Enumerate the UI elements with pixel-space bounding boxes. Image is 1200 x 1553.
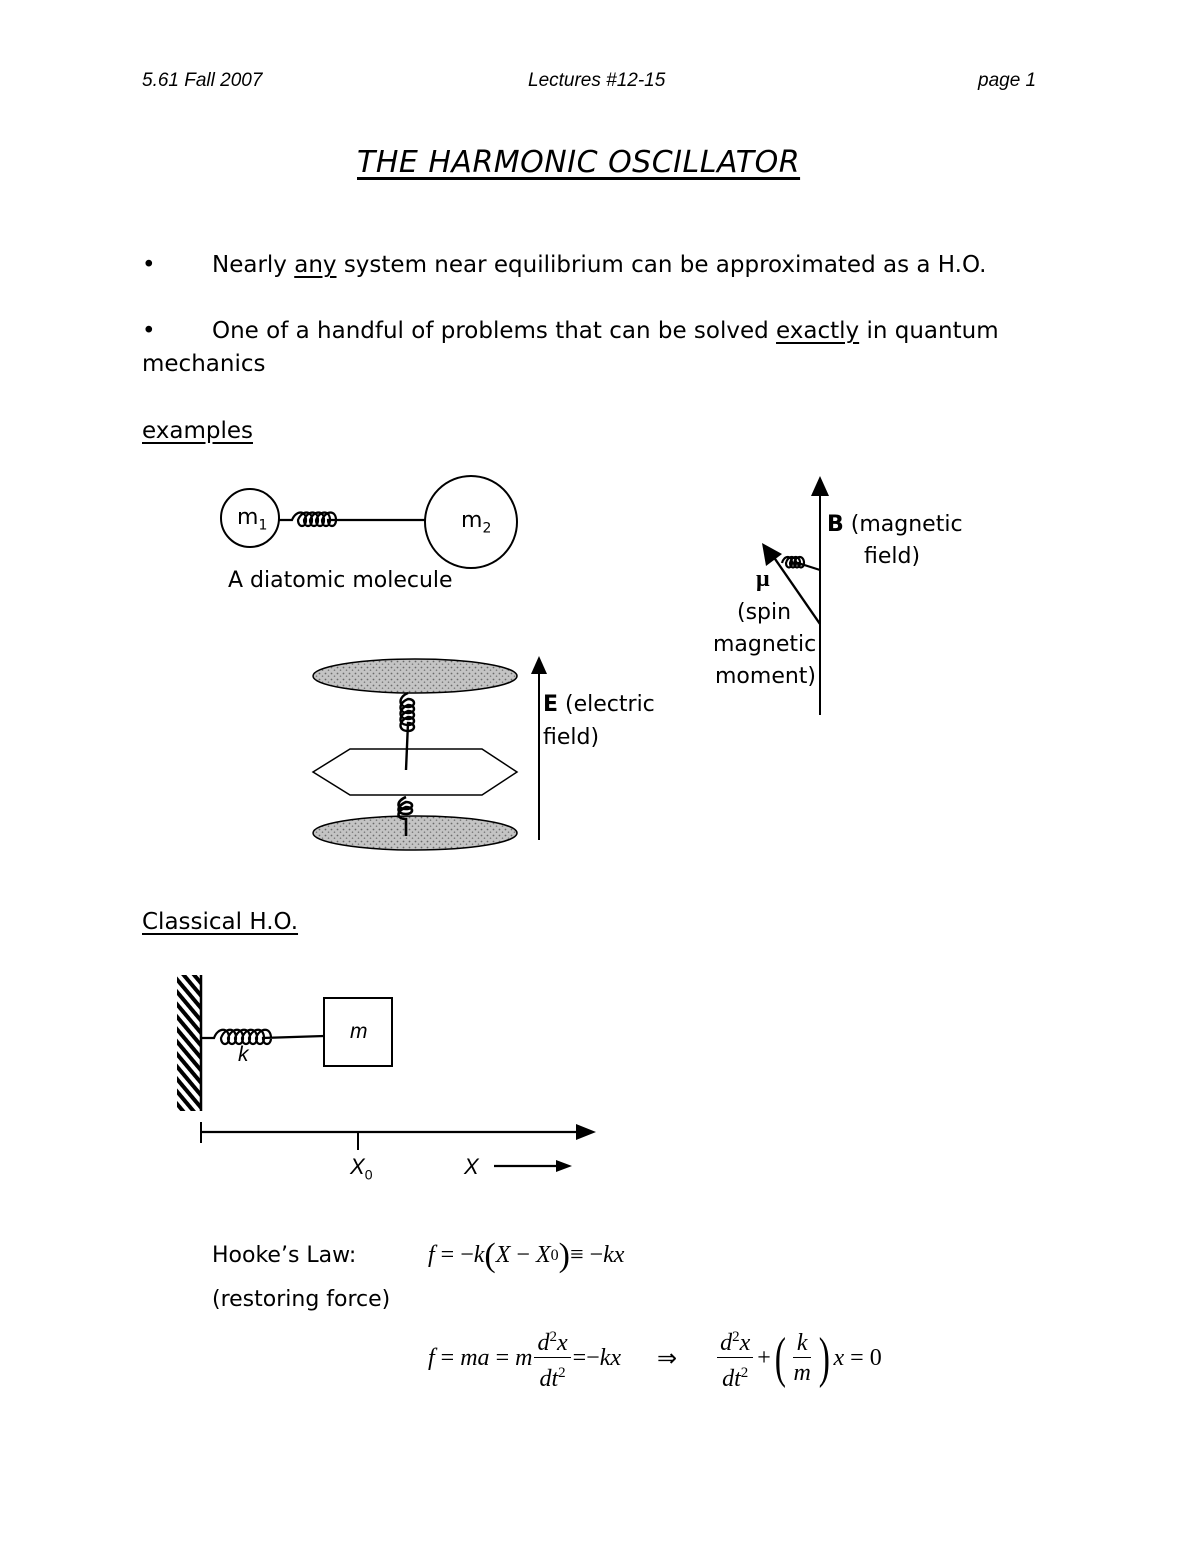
m2-text: $m_2$: [461, 508, 492, 537]
fraction-k-m: k m: [793, 1329, 811, 1386]
top-plate: [313, 659, 517, 693]
magnetic-field-text: (magnetic: [850, 512, 963, 537]
bullet-2-line2: mechanics: [142, 351, 266, 377]
restoring-force-label: (restoring force): [212, 1287, 391, 1312]
x0-subscript: 0: [364, 1166, 373, 1183]
magnetic-field-symbol: B: [827, 512, 844, 537]
electric-field-symbol: E: [543, 692, 559, 717]
classical-oscillator-diagram: [177, 975, 596, 1172]
bullet-1-pre: Nearly: [212, 252, 295, 278]
wall-hatching: [177, 975, 201, 1111]
electric-field-label-2: field): [543, 725, 600, 750]
oscillator-spring: [201, 1030, 324, 1044]
x0-text: X: [350, 1154, 365, 1179]
electric-field-label: [543, 692, 655, 717]
x-direction-arrowhead: [556, 1160, 572, 1172]
bullet-dot-2: •: [142, 318, 156, 344]
classical-heading: Classical H.O.: [142, 909, 299, 935]
electric-field-diagram: [313, 656, 547, 850]
electric-field-text: (electric: [565, 692, 655, 717]
bottom-plate: [313, 816, 517, 850]
electric-field-arrowhead: [531, 656, 547, 674]
magnetic-field-label: [827, 512, 963, 537]
fraction-d2x-dt2-b: $d^2x$ $dt^2$: [717, 1323, 753, 1394]
x-axis-arrowhead: [576, 1124, 596, 1140]
mu-label-2: magnetic: [713, 632, 817, 657]
bullet-1-emph: any: [294, 252, 337, 278]
examples-heading: examples: [142, 418, 253, 444]
hexagon-molecule: [313, 749, 517, 795]
equation-of-motion: f = ma = m $\frac{d^2x}{dt^2}$ = − kx ⇒ $d^2x$ $dt^2$ + ( k m ) x = 0: [428, 1323, 882, 1393]
m1-label: [237, 505, 267, 533]
spin-precession-spring: [782, 557, 820, 570]
bullet-2-emph: exactly: [776, 318, 860, 344]
m1-text: $m_1$: [237, 505, 268, 534]
bullet-1-post: system near equilibrium can be approximated as a H.O.: [336, 252, 987, 278]
mu-symbol: μ: [756, 566, 770, 592]
magnetic-field-label-2: field): [864, 544, 921, 569]
x-label: X: [464, 1154, 479, 1179]
header-lectures: Lectures #12-15: [528, 70, 666, 91]
mu-label-1: (spin: [737, 600, 792, 625]
header-page: page 1: [978, 70, 1037, 91]
magnetic-field-arrowhead: [811, 476, 829, 496]
x0-label: [350, 1154, 372, 1182]
fraction-d2x-dt2: $\frac{d^2x}{dt^2}$: [534, 1323, 570, 1394]
hookes-law-equation: f = − k ( X − X 0 ) ≡ − kx: [428, 1236, 625, 1274]
spring-constant-label: k: [238, 1043, 249, 1066]
molecule-spring: [279, 513, 425, 527]
bullet-2-post: in quantum: [859, 318, 999, 344]
header-course: 5.61 Fall 2007: [142, 70, 263, 91]
page-title: THE HARMONIC OSCILLATOR: [357, 145, 801, 180]
hookes-law-label: Hooke’s Law:: [212, 1243, 357, 1268]
diatomic-caption: A diatomic molecule: [228, 568, 453, 593]
bullet-2-pre: One of a handful of problems that can be solved: [212, 318, 777, 344]
spin-moment-arrowhead: [762, 543, 782, 566]
mass-label: m: [350, 1020, 368, 1043]
m2-label: [461, 508, 491, 536]
bullet-dot-1: •: [142, 252, 156, 278]
mu-label-3: moment): [715, 664, 817, 689]
